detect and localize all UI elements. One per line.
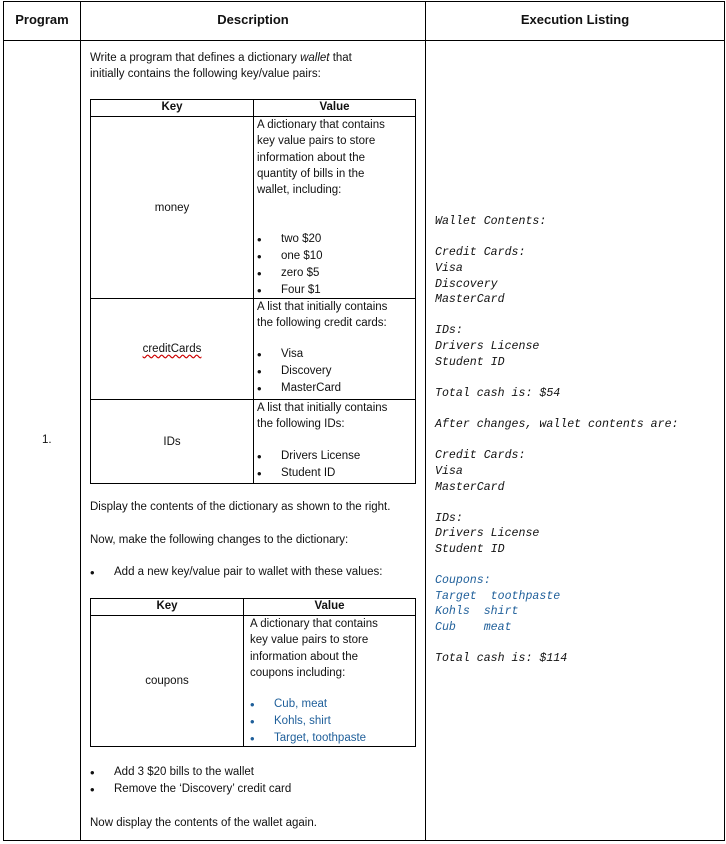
listing-line: Total cash is: $54 (435, 387, 561, 400)
money-desc-line: wallet, including: (257, 184, 342, 197)
intro-text: Write a program that defines a dictionary wallet that (90, 52, 352, 64)
listing-line: MasterCard (435, 481, 505, 494)
ids-desc-line: A list that initially contains (257, 402, 388, 414)
coupons-table (90, 598, 416, 747)
listing-line: IDs: (435, 512, 463, 525)
header-divider (3, 40, 725, 41)
final-bullet: • Add 3 $20 bills to the wallet (114, 764, 254, 781)
key-coupons-label: coupons (145, 675, 189, 687)
creditcards-desc (257, 299, 387, 331)
money-desc-line: key value pairs to store (257, 135, 376, 148)
table-border-left (3, 1, 4, 841)
listing-coupons-line: Kohls shirt (435, 605, 519, 618)
value-coupons (244, 616, 416, 747)
key-ids (91, 400, 254, 484)
money-desc-line: A dictionary that contains (257, 119, 385, 131)
table-border-right (724, 1, 725, 841)
creditcards-desc-line: the following credit cards: (257, 317, 387, 329)
listing-line: Wallet Contents: (435, 215, 547, 228)
money-item: • two $20 (281, 231, 321, 248)
coupons-desc-line: A dictionary that contains (250, 618, 378, 630)
listing-coupons-line: Target toothpaste (435, 590, 561, 603)
key-money-label: money (154, 201, 190, 214)
money-desc-line: quantity of bills in the (257, 167, 365, 180)
final-instruction: Now display the contents of the wallet again. (90, 817, 317, 829)
value-money (254, 117, 416, 299)
listing-line: Visa (435, 465, 463, 478)
intro-line-1 (90, 50, 352, 66)
listing-line: IDs: (435, 324, 463, 337)
money-item: • Four $1 (281, 282, 321, 299)
changes-instruction: Now, make the following changes to the dictionary: (90, 534, 349, 546)
id-item: • Drivers License (281, 448, 360, 465)
final-bullet: • Remove the ‘Discovery’ credit card (114, 781, 291, 798)
table-border-top (3, 1, 725, 2)
value-creditcards (254, 299, 416, 400)
listing-line: Student ID (435, 543, 505, 556)
creditcard-item: • Visa (281, 346, 303, 363)
listing-line: Drivers License (435, 527, 540, 540)
value-ids (254, 400, 416, 484)
ids-desc-line: the following IDs: (257, 418, 345, 430)
value-header: Value (254, 100, 416, 117)
money-desc (257, 117, 385, 198)
coupons-desc (250, 616, 378, 681)
listing-coupons-line: Cub meat (435, 621, 512, 634)
coupons-desc-line: coupons including: (250, 666, 346, 679)
listing-line: Credit Cards: (435, 246, 526, 259)
coupon-item: • Cub, meat (274, 696, 327, 713)
listing-line: Visa (435, 262, 463, 275)
row-number: 1. (42, 434, 52, 446)
key-money (91, 117, 254, 299)
col-divider-1 (80, 1, 81, 841)
key-value-table (90, 99, 416, 484)
coupon-item: • Target, toothpaste (274, 730, 366, 747)
creditcard-item: • Discovery (281, 363, 331, 380)
creditcards-desc-line: A list that initially contains (257, 301, 388, 313)
header-execution: Execution Listing (520, 12, 630, 27)
key-header: Key (91, 599, 244, 616)
table-border-bottom (3, 840, 725, 841)
id-item: • Student ID (281, 465, 335, 482)
coupons-desc-line: key value pairs to store (250, 634, 369, 647)
money-item: • one $10 (281, 248, 323, 265)
key-coupons (91, 616, 244, 747)
listing-line: Student ID (435, 356, 505, 369)
key-creditcards (91, 299, 254, 400)
header-program: Program (15, 12, 69, 27)
coupons-desc-line: information about the (250, 650, 359, 663)
display-instruction: Display the contents of the dictionary as shown to the right. (90, 501, 391, 513)
money-desc-line: information about the (257, 151, 366, 164)
key-creditcards-label: creditCards (142, 343, 202, 355)
listing-line: Discovery (435, 278, 498, 291)
add-pair-bullet: • Add a new key/value pair to wallet with these values: (114, 564, 382, 581)
key-ids-label: IDs (163, 435, 181, 448)
listing-line: Credit Cards: (435, 449, 526, 462)
listing-line: Drivers License (435, 340, 540, 353)
listing-line: MasterCard (435, 293, 505, 306)
listing-line: Total cash is: $114 (435, 652, 568, 665)
listing-line: After changes, wallet contents are: (435, 418, 679, 431)
intro-line-2: initially contains the following key/value pairs: (90, 68, 321, 80)
header-description: Description (217, 12, 289, 27)
listing-coupons-line: Coupons: (435, 574, 491, 587)
ids-desc (257, 400, 387, 432)
value-header: Value (244, 599, 416, 616)
creditcard-item: • MasterCard (281, 380, 341, 397)
key-header: Key (91, 100, 254, 117)
coupon-item: • Kohls, shirt (274, 713, 331, 730)
col-divider-2 (425, 1, 426, 841)
money-item: • zero $5 (281, 265, 319, 282)
